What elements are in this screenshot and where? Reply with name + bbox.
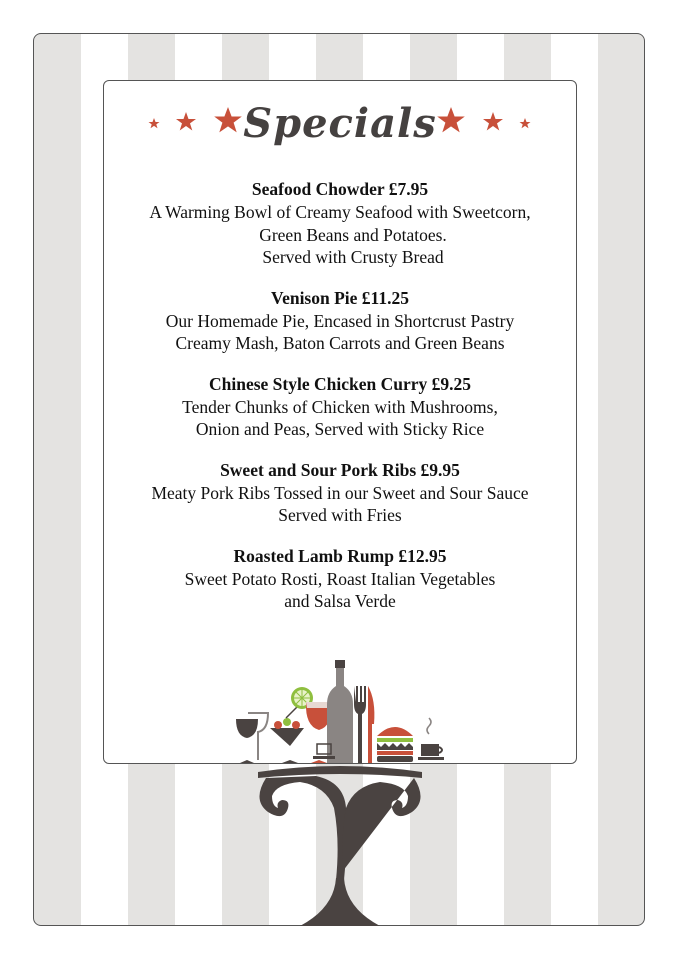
menu-item-desc: Tender Chunks of Chicken with Mushrooms, bbox=[182, 396, 498, 417]
menu-item-desc: Green Beans and Potatoes. bbox=[259, 224, 447, 245]
menu-item-desc: and Salsa Verde bbox=[284, 591, 396, 611]
menu-item-desc: Onion and Peas, Served with Sticky Rice bbox=[195, 419, 485, 439]
coffee-cup-icon bbox=[418, 718, 444, 760]
menu-item-desc: Creamy Mash, Baton Carrots and Green Beans bbox=[175, 333, 505, 353]
fork-icon bbox=[354, 686, 366, 763]
knife-icon bbox=[368, 686, 374, 763]
cocktail-icon bbox=[270, 706, 304, 763]
menu-item-desc: Meaty Pork Ribs Tossed in our Sweet and Sour Sauce bbox=[151, 482, 529, 503]
menu-item-name: Chinese Style Chicken Curry £9.25 bbox=[208, 373, 471, 394]
menu-item-desc: Sweet Potato Rosti, Roast Italian Vegetables bbox=[184, 568, 496, 589]
menu-item-desc: Served with Fries bbox=[278, 505, 402, 525]
menu-item-name: Sweet and Sour Pork Ribs £9.95 bbox=[220, 459, 460, 480]
menu-item-desc: Our Homemade Pie, Encased in Shortcrust Pastry bbox=[165, 310, 515, 331]
page-title: Specials bbox=[243, 100, 437, 147]
wine-glass-icon bbox=[236, 713, 268, 763]
menu-item-desc: A Warming Bowl of Creamy Seafood with Sweetcorn, bbox=[149, 202, 531, 222]
burger-icon bbox=[377, 727, 413, 762]
menu-item-name: Seafood Chowder £7.95 bbox=[251, 179, 429, 199]
menu-item-desc: Served with Crusty Bread bbox=[262, 247, 444, 267]
coffee-cup-icon bbox=[313, 744, 335, 759]
menu-item-name: Venison Pie £11.25 bbox=[271, 287, 409, 308]
menu-item-name: Roasted Lamb Rump £12.95 bbox=[233, 545, 447, 566]
